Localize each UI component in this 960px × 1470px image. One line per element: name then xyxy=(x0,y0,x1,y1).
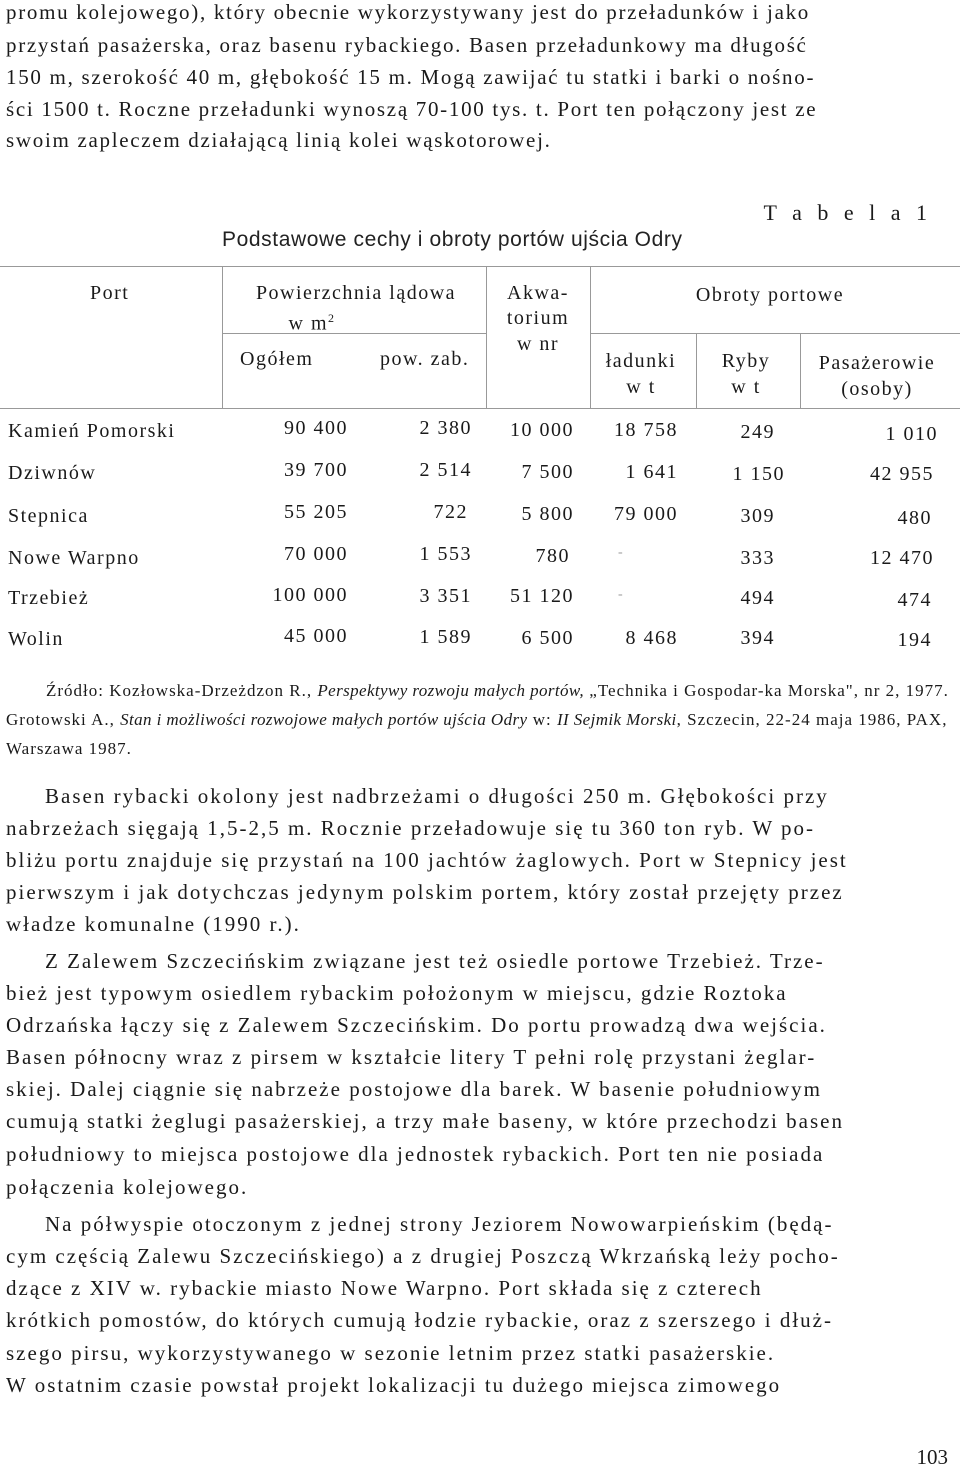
source-title: II Sejmik Morski xyxy=(556,710,677,729)
cell-port: Wolin xyxy=(8,628,64,650)
text-line: nabrzeżach sięgają 1,5-2,5 m. Rocznie przeładowuje się tu 360 ton ryb. W po- xyxy=(6,816,816,840)
text-line: Basen rybacki okolony jest nadbrzeżami o długości 250 m. Głębokości przy xyxy=(45,784,829,808)
source-text: „Technika i Gospodar-ka Morska", nr 2, 1977. Grotowski A., xyxy=(6,681,949,729)
cell-ryby: 1 150 xyxy=(732,463,785,485)
cell-ryby: 394 xyxy=(740,627,775,649)
cell-port: Trzebież xyxy=(8,587,90,609)
unit-superscript: 2 xyxy=(328,311,336,325)
text-line: promu kolejowego), który obecnie wykorzystywany jest do przeładunków i jako xyxy=(6,0,811,24)
cell-port: Dziwnów xyxy=(8,462,97,484)
header-akwatorium-3: w nr xyxy=(516,333,560,355)
cell-ladunki: 18 758 xyxy=(614,419,678,441)
cell-pasazerowie: 480 xyxy=(897,507,932,529)
cell-ladunki: - xyxy=(618,545,625,560)
text-line: władze komunalne (1990 r.). xyxy=(6,912,301,936)
text-line: Odrzańska łączy się z Zalewem Szczecińskim. Do portu prowadzą dwa wejścia. xyxy=(6,1013,827,1037)
cell-pasazerowie: 12 470 xyxy=(870,547,934,569)
header-akwatorium-1: Akwa- xyxy=(507,282,569,304)
text-line: bież jest typowym osiedlem rybackim położonym w miejscu, gdzie Roztoka xyxy=(6,981,788,1005)
text-line: dzące z XIV w. rybackie miasto Nowe Warpno. Port składa się z czterech xyxy=(6,1276,763,1300)
page-number: 103 xyxy=(916,1445,948,1469)
column-divider xyxy=(486,266,487,408)
header-pasazerowie: Pasażerowie xyxy=(818,352,936,374)
cell-akwatorium: 10 000 xyxy=(510,419,574,441)
cell-ladunki: 79 000 xyxy=(614,503,678,525)
header-subrule xyxy=(222,333,486,334)
text-line: bliżu portu znajduje się przystań na 100 jachtów żaglowych. Port w Stepnicy jest xyxy=(6,848,848,872)
column-divider xyxy=(800,333,801,408)
column-divider xyxy=(696,333,697,408)
header-subrule xyxy=(590,333,960,334)
table-label: T a b e l a 1 xyxy=(763,200,932,225)
cell-akwatorium: 7 500 xyxy=(521,461,574,483)
source-lead: Źródło: Kozłowska-Drzeżdzon R., xyxy=(46,681,313,700)
source-text: w: xyxy=(532,710,552,729)
column-divider xyxy=(590,266,591,408)
header-pow-zab: pow. zab. xyxy=(380,348,470,370)
header-powierzchnia: Powierzchnia lądowa xyxy=(255,282,457,304)
cell-ladunki: 1 641 xyxy=(625,461,678,483)
cell-pasazerowie: 1 010 xyxy=(885,423,938,445)
cell-pasazerowie: 474 xyxy=(897,589,932,611)
header-ladunki-unit: w t xyxy=(626,376,656,398)
cell-ogolem: 45 000 xyxy=(284,625,348,647)
text-line: Basen północny wraz z pirsem w kształcie litery T pełni rolę przystani żeglar- xyxy=(6,1045,817,1069)
header-obroty: Obroty portowe xyxy=(695,284,845,306)
cell-ryby: 494 xyxy=(740,587,775,609)
text-line: swoim zapleczem działającą linią kolei wąskotorowej. xyxy=(6,128,552,152)
cell-akwatorium: 780 xyxy=(535,545,570,567)
cell-ryby: 249 xyxy=(740,421,775,443)
cell-ogolem: 100 000 xyxy=(272,584,348,606)
cell-port: Stepnica xyxy=(8,505,89,527)
cell-pasazerowie: 42 955 xyxy=(870,463,934,485)
text-line: połączenia kolejowego. xyxy=(6,1175,249,1199)
text-line: W ostatnim czasie powstał projekt lokalizacji tu dużego miejsca zimowego xyxy=(6,1373,782,1397)
header-pasazerowie-unit: (osoby) xyxy=(841,378,913,400)
header-ogolem: Ogółem xyxy=(240,348,314,370)
cell-ogolem: 90 400 xyxy=(284,417,348,439)
cell-pow-zab: 1 589 xyxy=(419,626,472,648)
text-line: skiej. Dalej ciągnie się nabrzeże postojowe dla barek. W basenie południowym xyxy=(6,1077,823,1101)
text-line: szego pirsu, wykorzystywanego w sezonie letnim przez statki pasażerskie. xyxy=(6,1341,776,1365)
cell-akwatorium: 6 500 xyxy=(521,627,574,649)
table-top-rule xyxy=(0,266,960,267)
cell-ryby: 333 xyxy=(740,547,775,569)
text-line: ści 1500 t. Roczne przeładunki wynoszą 70-100 tys. t. Port ten połączony jest ze xyxy=(6,97,818,121)
table-source-note xyxy=(6,676,952,763)
header-ryby: Ryby xyxy=(721,350,771,372)
cell-ogolem: 39 700 xyxy=(284,459,348,481)
header-port: Port xyxy=(90,282,130,304)
text-line: krótkich pomostów, do których cumują łodzie rybackie, oraz z szerszego i dłuż- xyxy=(6,1308,833,1332)
cell-pow-zab: 1 553 xyxy=(419,543,472,565)
source-title: Stan i możliwości rozwojowe małych portów ujścia Odry xyxy=(120,710,528,729)
cell-ogolem: 55 205 xyxy=(284,501,348,523)
cell-akwatorium: 5 800 xyxy=(521,503,574,525)
cell-port: Nowe Warpno xyxy=(8,547,140,569)
text-line: Na półwyspie otoczonym z jednej strony Jeziorem Nowowarpieńskim (będą- xyxy=(45,1212,834,1236)
text-line: cym częścią Zalewu Szczecińskiego) a z drugiej Poszczą Wkrzańską leży pocho- xyxy=(6,1244,840,1268)
cell-ladunki: 8 468 xyxy=(625,627,678,649)
header-akwatorium-2: torium xyxy=(506,307,570,329)
cell-akwatorium: 51 120 xyxy=(510,585,574,607)
cell-pow-zab: 3 351 xyxy=(419,585,472,607)
cell-ryby: 309 xyxy=(740,505,775,527)
cell-pow-zab: 2 514 xyxy=(419,459,472,481)
cell-pow-zab: 2 380 xyxy=(419,417,472,439)
column-divider xyxy=(222,266,223,408)
source-title: Perspektywy rozwoju małych portów, xyxy=(317,681,585,700)
cell-pow-zab: 722 xyxy=(433,501,468,523)
text-line: cumują statki żeglugi pasażerskiej, a trzy małe baseny, w które przechodzi basen xyxy=(6,1109,844,1133)
text-line: pierwszym i jak dotychczas jedynym polskim portem, który został przejęty przez xyxy=(6,880,844,904)
unit-text: w m xyxy=(288,312,328,335)
text-line: południowy to miejsca postojowe dla jednostek rybackich. Port ten nie posiada xyxy=(6,1142,825,1166)
cell-pasazerowie: 194 xyxy=(897,629,932,651)
header-powierzchnia-unit xyxy=(232,305,392,337)
text-line: przystań pasażerska, oraz basenu rybackiego. Basen przeładunkowy ma długość xyxy=(6,33,808,57)
cell-ladunki: - xyxy=(618,587,625,602)
cell-port: Kamień Pomorski xyxy=(8,420,176,442)
text-line: Z Zalewem Szczecińskim związane jest też osiedle portowe Trzebież. Trze- xyxy=(45,949,825,973)
table-header-rule xyxy=(0,408,960,409)
header-ladunki: ładunki xyxy=(605,350,677,372)
table-title: Podstawowe cechy i obroty portów ujścia Odry xyxy=(222,228,683,251)
source-text: , Szczecin, 22-24 maja 1986, PAX, Warszawa 1987. xyxy=(6,710,948,758)
header-ryby-unit: w t xyxy=(731,376,761,398)
cell-ogolem: 70 000 xyxy=(284,543,348,565)
text-line: 150 m, szerokość 40 m, głębokość 15 m. Mogą zawijać tu statki i barki o nośno- xyxy=(6,65,816,89)
